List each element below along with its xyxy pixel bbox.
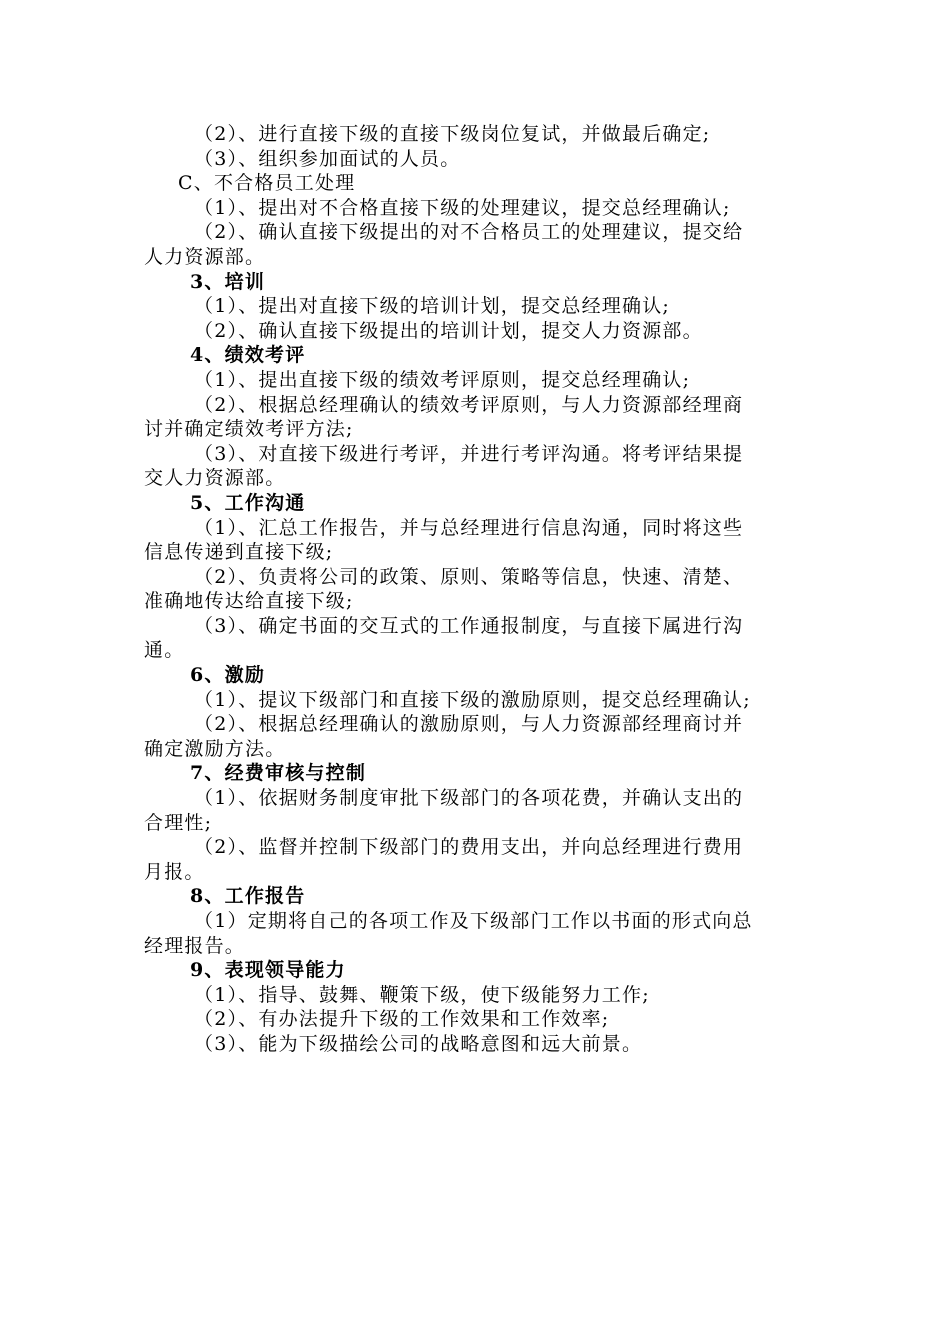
text-line: （1）、提出对直接下级的培训计划，提交总经理确认; [194,295,670,318]
text-line: （3）、能为下级描绘公司的战略意图和远大前景。 [194,1032,643,1055]
document-page [144,122,808,1057]
section-heading: 7、经费审核与控制 [190,762,367,785]
section-heading: 6、激励 [190,664,266,687]
text-line: （1）定期将自己的各项工作及下级部门工作以书面的形式向总 [194,910,753,932]
text-line: （2）、监督并控制下级部门的费用支出，并向总经理进行费用 [194,836,744,859]
text-line: （1）、提议下级部门和直接下级的激励原则，提交总经理确认; [194,688,751,711]
text-line: （2）、确认直接下级提出的对不合格员工的处理建议，提交给 [194,221,744,244]
text-line: 人力资源部。 [144,245,266,268]
text-line: 准确地传达给直接下级; [144,590,354,613]
subsection-heading: C、不合格员工处理 [178,172,356,195]
section-heading: 3、培训 [190,270,266,293]
text-line: 讨并确定绩效考评方法; [144,418,354,441]
section-heading: 9、表现领导能力 [190,959,346,982]
text-line: 确定激励方法。 [144,737,286,760]
section-heading: 8、工作报告 [190,885,306,908]
text-line: 交人力资源部。 [144,467,286,490]
text-line: （3）、确定书面的交互式的工作通报制度，与直接下属进行沟 [194,614,744,637]
text-line: 经理报告。 [144,934,246,957]
text-line: 信息传递到直接下级; [144,541,334,564]
section-heading: 5、工作沟通 [190,491,306,514]
text-line: （3）、对直接下级进行考评，并进行考评沟通。将考评结果提 [194,442,744,465]
text-line: （2）、根据总经理确认的绩效考评原则，与人力资源部经理商 [194,393,744,416]
text-line: （1）、提出对不合格直接下级的处理建议，提交总经理确认; [194,196,731,219]
text-line: （1）、汇总工作报告，并与总经理进行信息沟通，同时将这些 [194,516,744,539]
text-line: 通。 [144,639,185,662]
text-line: （3）、组织参加面试的人员。 [194,147,461,170]
text-line: （2）、确认直接下级提出的培训计划，提交人力资源部。 [194,319,703,342]
text-line: （2）、进行直接下级的直接下级岗位复试，并做最后确定; [194,123,711,145]
text-line: 合理性; [144,811,213,834]
section-heading: 4、绩效考评 [190,344,306,367]
text-line: （1）、指导、鼓舞、鞭策下级，使下级能努力工作; [194,983,650,1006]
text-line: （1）、提出直接下级的绩效考评原则，提交总经理确认; [194,368,691,391]
text-line: （2）、根据总经理确认的激励原则，与人力资源部经理商讨并 [194,713,744,736]
text-line: （1）、依据财务制度审批下级部门的各项花费，并确认支出的 [194,787,744,810]
text-line: （2）、有办法提升下级的工作效果和工作效率; [194,1008,610,1031]
text-line: （2）、负责将公司的政策、原则、策略等信息，快速、清楚、 [194,565,744,588]
text-line: 月报。 [144,860,205,883]
